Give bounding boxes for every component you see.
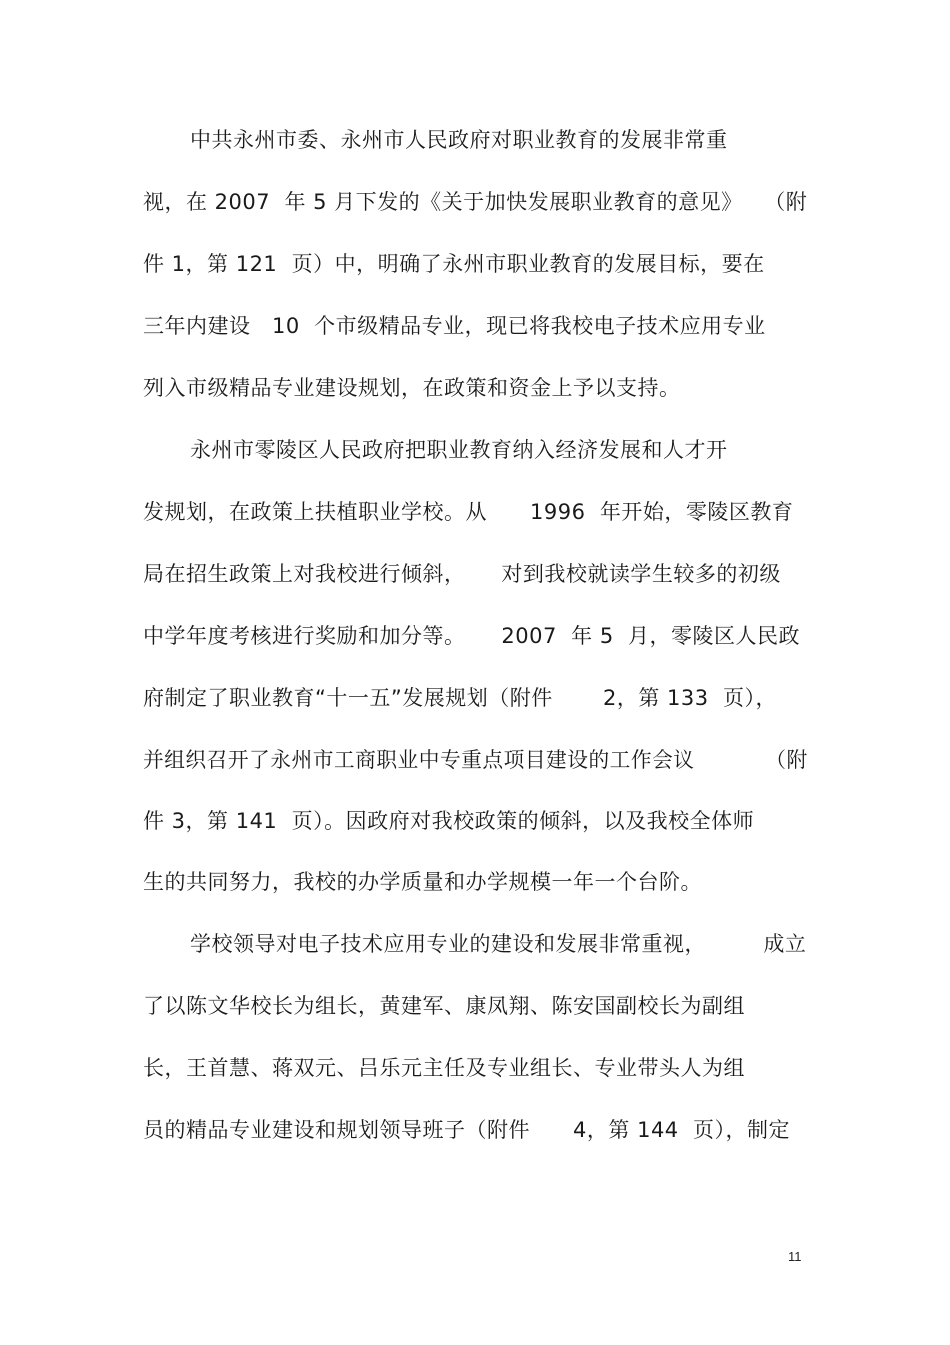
text-line: 件 1，第 121 页）中，明确了永州市职业教育的发展目标，要在 xyxy=(143,252,765,276)
text-line: 长，王首慧、蒋双元、吕乐元主任及专业组长、专业带头人为组 xyxy=(143,1056,745,1080)
text-line: 府制定了职业教育“十一五”发展规划（附件 2，第 133 页）， xyxy=(143,686,777,710)
text-line: 列入市级精品专业建设规划，在政策和资金上予以支持。 xyxy=(143,376,681,400)
page-number: 11 xyxy=(788,1249,802,1264)
text-line: 视，在 2007 年 5 月下发的《关于加快发展职业教育的意见》 （附 xyxy=(143,190,808,214)
text-line: 局在招生政策上对我校进行倾斜， 对到我校就读学生较多的初级 xyxy=(143,562,781,586)
text-line: 生的共同努力，我校的办学质量和办学规模一年一个台阶。 xyxy=(143,870,702,894)
text-line: 件 3，第 141 页）。因政府对我校政策的倾斜，以及我校全体师 xyxy=(143,809,755,833)
text-line: 中共永州市委、永州市人民政府对职业教育的发展非常重 xyxy=(190,128,728,152)
text-line: 学校领导对电子技术应用专业的建设和发展非常重视， 成立 xyxy=(190,932,807,956)
text-line: 三年内建设 10 个市级精品专业，现已将我校电子技术应用专业 xyxy=(143,314,766,338)
text-line: 并组织召开了永州市工商职业中专重点项目建设的工作会议 （附 xyxy=(143,748,808,772)
text-line: 了以陈文华校长为组长，黄建军、康凤翔、陈安国副校长为副组 xyxy=(143,994,745,1018)
text-line: 发规划，在政策上扶植职业学校。从 1996 年开始，零陵区教育 xyxy=(143,500,794,524)
text-line: 永州市零陵区人民政府把职业教育纳入经济发展和人才开 xyxy=(190,438,728,462)
text-line: 中学年度考核进行奖励和加分等。 2007 年 5 月，零陵区人民政 xyxy=(143,624,801,648)
text-line: 员的精品专业建设和规划领导班子（附件 4，第 144 页），制定 xyxy=(143,1118,791,1142)
